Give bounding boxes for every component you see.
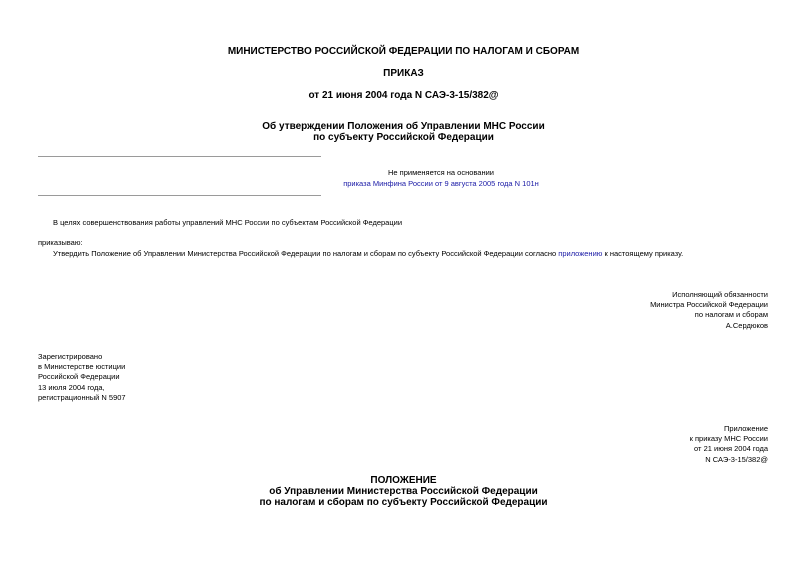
registration-line2: в Министерстве юстиции [38,362,126,372]
divider-bottom [38,195,321,196]
appendix-link[interactable]: приложению [558,249,603,258]
regulation-subtitle-line2: по налогам и сборам по субъекту Российской Федерации [259,497,548,508]
signature-name: А.Сердюков [725,320,768,330]
notice-text: Не применяется на основании [387,168,494,177]
appendix-line2: к приказу МНС России [689,434,768,444]
registration-line1: Зарегистрировано [38,352,103,361]
appendix-line1: Приложение [724,424,768,433]
signature-block [650,290,768,331]
signature-line1: Исполняющий обязанности [672,290,768,299]
document-title-line1: Об утверждении Положения об Управлении МНС России [262,121,545,132]
regulation-subtitle-line1: об Управлении Министерства Российской Федерации [269,486,538,497]
order-word: приказываю: [38,238,83,247]
order-clause-end: к настоящему приказу. [602,249,684,258]
notice-link[interactable]: приказа Минфина России от 9 августа 2005 года N 101н [343,179,539,188]
order-clause-text: Утвердить Положение об Управлении Министерства Российской Федерации по налогам и сборам по субъекту Российской Федерации согласно [53,249,559,258]
document-title-line2: по субъекту Российской Федерации [313,132,494,143]
signature-line3: по налогам и сборам [694,310,768,320]
regulation-heading: ПОЛОЖЕНИЕ [370,475,437,486]
purpose-text: В целях совершенствования работы управлений МНС России по субъектам Российской Федерации [53,218,403,227]
document-date-number: от 21 июня 2004 года N САЭ-3-15/382@ [308,90,499,101]
divider-top [38,156,321,157]
ministry-name: МИНИСТЕРСТВО РОССИЙСКОЙ ФЕДЕРАЦИИ ПО НАЛОГАМ И СБОРАМ [227,46,580,57]
registration-line4: 13 июля 2004 года, [38,382,105,392]
appendix-line3: от 21 июня 2004 года [694,444,768,454]
signature-line2: Министра Российской Федерации [650,300,768,310]
registration-number: регистрационный N 5907 [38,392,126,402]
registration-block [38,352,126,403]
appendix-line4: N САЭ-3-15/382@ [705,454,768,464]
document-type: ПРИКАЗ [383,68,424,79]
registration-line3: Российской Федерации [38,372,120,382]
appendix-block [690,424,768,465]
order-clause [53,249,683,259]
